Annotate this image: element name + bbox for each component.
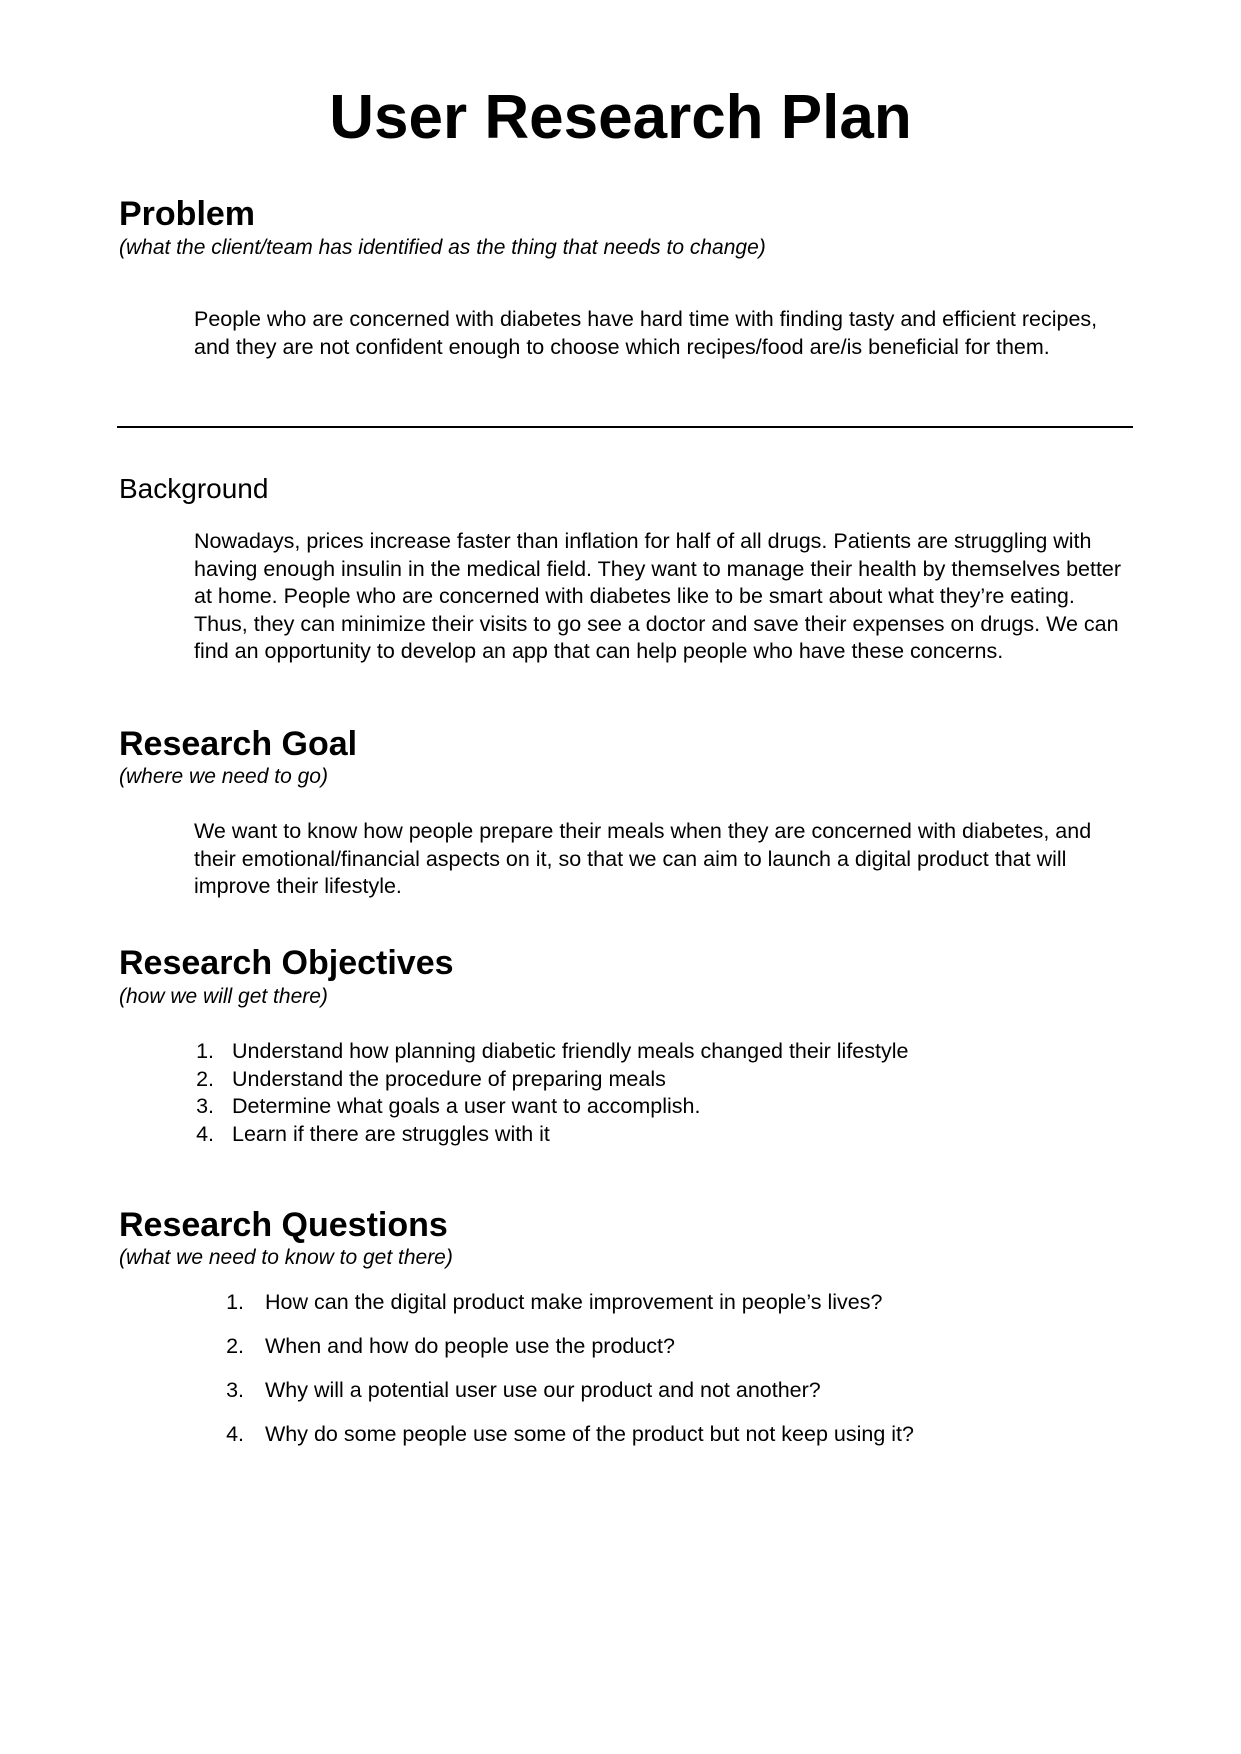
objective-number: 3.: [196, 1094, 214, 1118]
objective-text: Learn if there are struggles with it: [232, 1121, 550, 1146]
objective-item: [194, 1038, 1094, 1066]
objective-number: 1.: [196, 1039, 214, 1063]
question-number: 1.: [226, 1290, 244, 1314]
question-item: [220, 1376, 1120, 1420]
problem-subtitle: (what the client/team has identified as the thing that needs to change): [119, 236, 766, 259]
objective-item: [194, 1121, 1094, 1149]
research-questions-list: [220, 1288, 1120, 1464]
question-item: [220, 1332, 1120, 1376]
research-goal-heading: Research Goal: [119, 725, 358, 763]
question-number: 4.: [226, 1422, 244, 1446]
research-objectives-subtitle: (how we will get there): [119, 985, 328, 1008]
research-questions-subtitle: (what we need to know to get there): [119, 1246, 453, 1269]
section-divider: [117, 426, 1133, 428]
research-objectives-list: [194, 1038, 1094, 1148]
research-objectives-heading: Research Objectives: [119, 944, 454, 982]
question-item: [220, 1420, 1120, 1464]
page-title: User Research Plan: [329, 83, 912, 152]
objective-text: Understand the procedure of preparing meals: [232, 1066, 666, 1091]
question-number: 3.: [226, 1378, 244, 1402]
problem-heading: Problem: [119, 195, 256, 233]
research-goal-body: We want to know how people prepare their meals when they are concerned with diabetes, and their emotional/financial aspects on it, so that we can aim to launch a digital product that will improve their lifestyle.: [194, 819, 1092, 898]
research-goal-subtitle: (where we need to go): [119, 765, 328, 788]
objective-item: [194, 1093, 1094, 1121]
problem-body: People who are concerned with diabetes have hard time with finding tasty and efficient recipes, and they are not confident enough to choose which recipes/food are/is beneficial for them.: [194, 307, 1098, 359]
question-item: [220, 1288, 1120, 1332]
background-body: Nowadays, prices increase faster than inflation for half of all drugs. Patients are struggling with having enough insulin in the medical field. They want to manage their health by themselves better at home. People who are concerned with diabetes like to be smart about what they’re eating. Thus, they can minimize their visits to go see a doctor and save their expenses on drugs. We can find an opportunity to develop an app that can help people who have these concerns.: [194, 529, 1122, 663]
question-text: How can the digital product make improvement in people’s lives?: [265, 1290, 883, 1314]
research-questions-heading: Research Questions: [119, 1206, 448, 1244]
objective-number: 2.: [196, 1066, 214, 1091]
objective-item: [194, 1066, 1094, 1094]
background-heading: Background: [119, 473, 269, 504]
objective-text: Determine what goals a user want to accomplish.: [232, 1094, 701, 1118]
question-text: Why do some people use some of the product but not keep using it?: [265, 1422, 914, 1446]
objective-text: Understand how planning diabetic friendly meals changed their lifestyle: [232, 1039, 909, 1063]
objective-number: 4.: [196, 1121, 214, 1146]
question-text: When and how do people use the product?: [265, 1334, 675, 1358]
question-number: 2.: [226, 1334, 244, 1358]
question-text: Why will a potential user use our product and not another?: [265, 1378, 821, 1402]
